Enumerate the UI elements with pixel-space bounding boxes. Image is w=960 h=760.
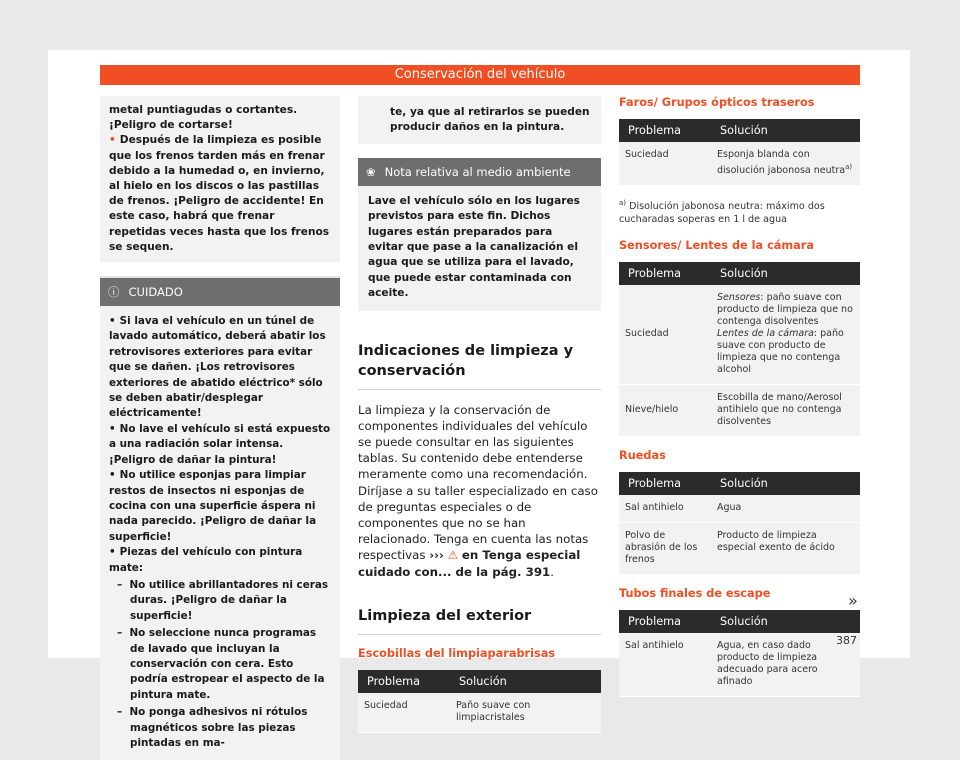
environment-note-header xyxy=(358,158,601,186)
flower-icon: ❀ xyxy=(366,164,376,179)
table-row xyxy=(619,522,860,574)
ref-arrows: ››› xyxy=(429,548,444,563)
page-header xyxy=(100,65,860,85)
warning-text-1: metal puntiagudas o cortantes. ¡Peligro de cortarse! xyxy=(109,104,298,132)
caution-header xyxy=(100,278,340,306)
bullet-icon: • xyxy=(109,315,116,328)
info-circle-icon: ⓘ xyxy=(108,285,120,300)
table-cell: Suciedad xyxy=(619,142,711,186)
bullet-icon: • xyxy=(109,422,116,435)
table-cell: Escobilla de mano/Aerosol antihielo que no contenga disolventes xyxy=(711,384,860,436)
cell-text: Esponja blanda con disolución jabonosa neutra xyxy=(717,149,846,177)
table-header: Problema xyxy=(358,670,450,693)
table-wipers xyxy=(358,670,601,733)
dash-icon: – xyxy=(117,627,123,640)
footnote xyxy=(619,197,860,226)
caution-continuation-text: te, ya que al retirarlos se pueden producir daños en la pintura. xyxy=(390,106,590,134)
table-cell: Producto de limpieza especial exento de ácido xyxy=(711,522,860,574)
caution-box xyxy=(100,276,340,760)
table-cell xyxy=(711,285,860,385)
subsection-title: Limpieza del exterior xyxy=(358,606,601,635)
column-left xyxy=(100,96,340,760)
environment-note-text: Lave el vehículo sólo en los lugares previstos para este fin. Dichos lugares están preparados para evitar que pase a la canalización el agua que se utiliza para el lavado, que puede estar contaminada con aceite. xyxy=(368,194,580,300)
table-row xyxy=(619,285,860,385)
table-title-wheels: Ruedas xyxy=(619,448,666,462)
dash-icon: – xyxy=(117,706,123,719)
table-cell: Suciedad xyxy=(358,693,450,733)
table-cell: Paño suave con limpiacristales xyxy=(450,693,601,733)
environment-note-title: Nota relativa al medio ambiente xyxy=(384,164,571,179)
cell-text: : paño suave con producto de limpieza que no contenga alcohol xyxy=(717,327,844,375)
table-header: Solución xyxy=(711,119,860,142)
table-cell: Sal antihielo xyxy=(619,633,711,697)
table-row xyxy=(619,384,860,436)
table-row xyxy=(619,495,860,523)
warning-continuation-box xyxy=(100,96,340,262)
footnote-ref: a) xyxy=(845,163,853,171)
table-title-exhaust: Tubos finales de escape xyxy=(619,586,771,600)
column-right xyxy=(619,96,860,697)
continue-arrow-icon: » xyxy=(848,591,858,610)
caution-item-1: Si lava el vehículo en un túnel de lavado automático, deberá abatir los retrovisores exteriores para evitar que se dañen. ¡Los retrovisores exteriores de abatido eléctrico* sólo se deben abatir/desplegar eléctricamente! xyxy=(109,315,326,420)
table-cell: Suciedad xyxy=(619,285,711,385)
table-cell: Nieve/hielo xyxy=(619,384,711,436)
table-title-sensors: Sensores/ Lentes de la cámara xyxy=(619,238,814,252)
intro-text: La limpieza y la conservación de componentes individuales del vehículo se puede consultar en las siguientes tablas. Su contenido debe entenderse meramente como una recomendación. Diríjase a su taller especializado en caso de preguntas especiales o de componentes que no se han relacionado. Tenga en cuenta las notas respectivas xyxy=(358,402,598,563)
caution-item-3: No utilice esponjas para limpiar restos de insectos ni esponjas de cocina con una superficie áspera ni nada parecido. ¡Peligro de dañar la superficie! xyxy=(109,469,317,543)
environment-note-box xyxy=(358,158,601,311)
table-lights xyxy=(619,119,860,186)
table-row xyxy=(619,142,860,186)
table-header: Solución xyxy=(711,262,860,285)
table-title-wipers: Escobillas del limpiaparabrisas xyxy=(358,646,556,660)
table-cell: Polvo de abrasión de los frenos xyxy=(619,522,711,574)
caution-title: CUIDADO xyxy=(128,285,183,300)
red-bullet-icon: • xyxy=(109,134,116,147)
footnote-mark: a) xyxy=(619,199,627,208)
table-header: Problema xyxy=(619,119,711,142)
page-reference-link[interactable]: en Tenga especial cuidado con... de la pág. 391 xyxy=(358,548,581,579)
caution-body xyxy=(100,306,340,760)
table-cell: Sal antihielo xyxy=(619,495,711,523)
table-cell xyxy=(711,142,860,186)
bullet-icon: • xyxy=(109,469,116,482)
table-header: Problema xyxy=(619,610,711,633)
caution-continuation-box xyxy=(358,96,601,144)
table-row xyxy=(358,693,601,733)
table-header: Solución xyxy=(711,610,860,633)
dash-icon: – xyxy=(117,578,123,591)
table-cell: Agua xyxy=(711,495,860,523)
page-number: 387 xyxy=(836,634,857,647)
table-title-lights: Faros/ Grupos ópticos traseros xyxy=(619,96,815,109)
intro-end: . xyxy=(550,564,555,579)
table-row xyxy=(619,633,860,697)
table-cell: Agua, en caso dado producto de limpieza adecuado para acero afinado xyxy=(711,633,860,697)
caution-subitem-3: No ponga adhesivos ni rótulos magnéticos sobre las piezas pintadas en ma- xyxy=(129,706,308,749)
caution-subitem-2: No seleccione nunca programas de lavado que incluyan la conservación con cera. Esto podría estropear el aspecto de la pintura mate. xyxy=(129,627,325,701)
table-header: Problema xyxy=(619,262,711,285)
column-middle xyxy=(358,96,601,733)
cell-label: Lentes de la cámara xyxy=(717,327,814,339)
warning-text-2: Después de la limpieza es posible que los frenos tarden más en frenar debido a la humedad o, en invierno, al hielo en los discos o las pastillas de frenos. ¡Peligro de accidente! En este caso, habrá que frenar repetidas veces hasta que los frenos se sequen. xyxy=(109,134,330,253)
header-title: Conservación del vehículo xyxy=(394,67,566,82)
table-header: Solución xyxy=(711,472,860,495)
caution-item-4: Piezas del vehículo con pintura mate: xyxy=(109,546,303,574)
caution-subitem-1: No utilice abrillantadores ni ceras duras. ¡Peligro de dañar la superficie! xyxy=(129,578,329,622)
bullet-icon: • xyxy=(109,546,116,559)
table-header: Problema xyxy=(619,472,711,495)
table-sensors xyxy=(619,262,860,437)
caution-item-2: No lave el vehículo si está expuesto a una radiación solar intensa. ¡Peligro de dañar la pintura! xyxy=(109,422,331,466)
cell-text: : paño suave con producto de limpieza que no contenga disolventes xyxy=(717,291,853,327)
section-title: Indicaciones de limpieza y conservación xyxy=(358,341,601,390)
intro-paragraph xyxy=(358,402,601,580)
table-wheels xyxy=(619,472,860,575)
warning-triangle-icon: ⚠ xyxy=(447,548,459,563)
table-header: Solución xyxy=(450,670,601,693)
cell-label: Sensores xyxy=(717,291,761,303)
footnote-text: Disolución jabonosa neutra: máximo dos cucharadas soperas en 1 l de agua xyxy=(619,201,825,225)
table-exhaust xyxy=(619,610,860,697)
